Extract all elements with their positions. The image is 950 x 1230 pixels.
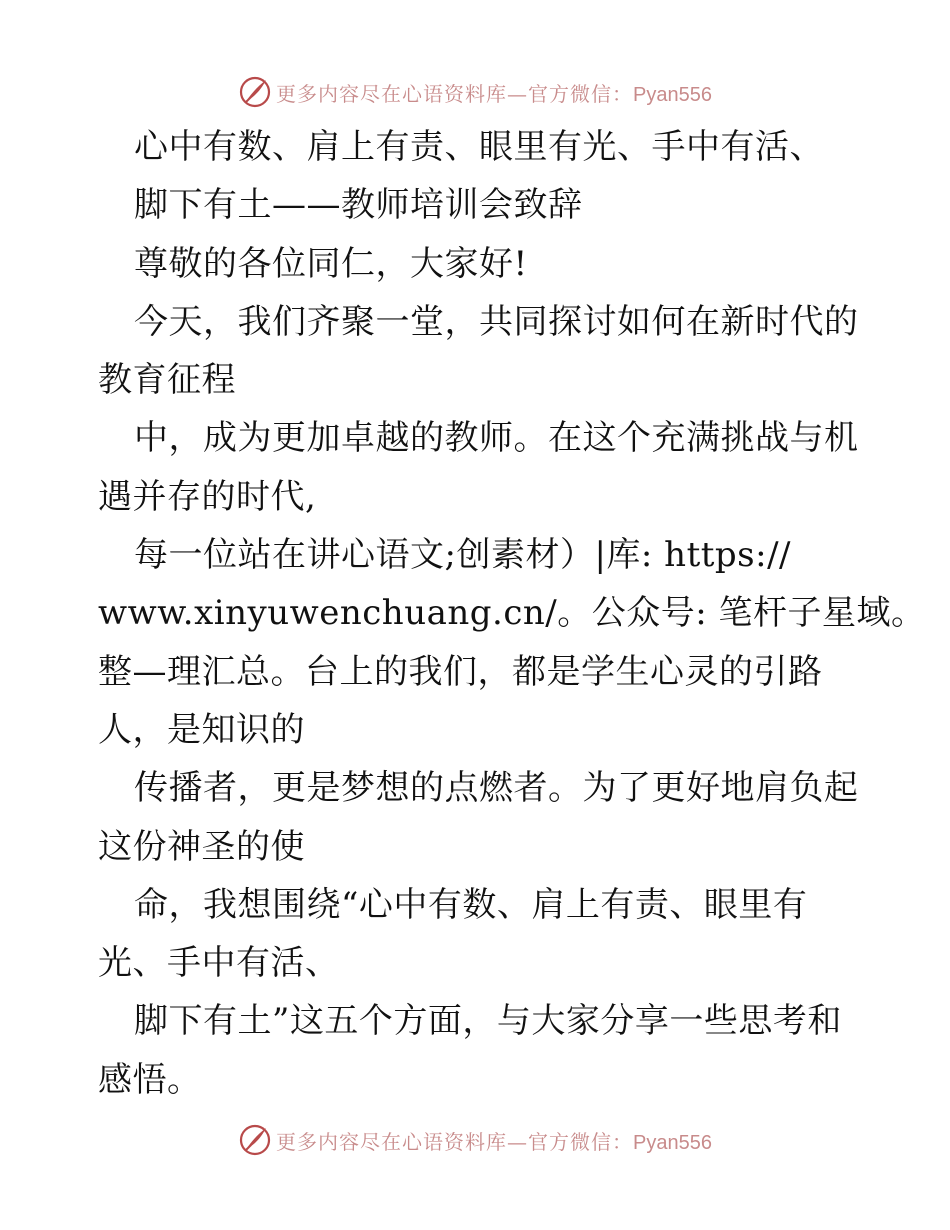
quill-circle-icon [238,75,272,109]
text-line: 教育征程 [98,360,236,401]
footer-banner [0,1120,950,1160]
text-line: 心中有数、肩上有责、眼里有光、手中有活、 [134,127,824,167]
text-line: 脚下有土”这五个方面，与大家分享一些思考和 [134,1001,842,1042]
text-line: 命，我想围绕“心中有数、肩上有责、眼里有 [134,884,808,925]
text-line: 感悟。 [98,1059,202,1100]
text-line: 中，成为更加卓越的教师。在这个充满挑战与机 [134,418,859,459]
text-line: 每一位站在讲心语文;创素材）|库: https:// [134,535,791,576]
text-line: 整—理汇总。台上的我们，都是学生心灵的引路 [98,651,823,692]
text-line: 光、手中有活、 [98,943,340,984]
text-line: 今天，我们齐聚一堂，共同探讨如何在新时代的 [134,301,859,342]
text-line: www.xinyuwenchuang.cn/。公众号: 笔杆子星域。 [98,593,926,634]
banner-text: 更多内容尽在心语资料库—官方微信：Pyan556 [276,1129,712,1154]
quill-circle-icon [238,1123,272,1157]
text-line: 尊敬的各位同仁，大家好! [134,243,528,284]
document-body [98,118,926,1109]
text-line: 人，是知识的 [98,709,305,750]
text-line: 这份神圣的使 [98,826,305,867]
header-banner [0,72,950,112]
text-line: 遇并存的时代, [98,476,317,517]
banner-text: 更多内容尽在心语资料库—官方微信：Pyan556 [276,81,712,106]
text-line: 传播者，更是梦想的点燃者。为了更好地肩负起 [134,768,859,809]
text-line: 脚下有土——教师培训会致辞 [134,185,583,226]
